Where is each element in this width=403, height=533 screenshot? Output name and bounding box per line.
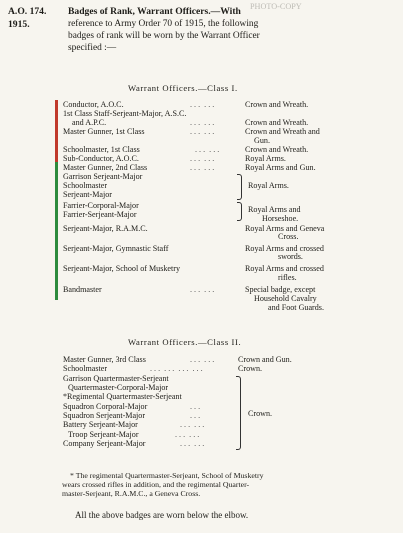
rank-name: 1st Class Staff-Serjeant-Major, A.S.C. (63, 109, 187, 118)
footnote-line: wears crossed rifles in addition, and the regimental Quarter- (62, 480, 250, 489)
badge-desc: rifles. (278, 273, 297, 282)
dot-leader: . . . . . . (195, 145, 220, 154)
dot-leader: . . . . . . (180, 420, 205, 429)
badge-desc: Household Cavalry (254, 294, 317, 303)
dot-leader: . . . . . . (180, 439, 205, 448)
dot-leader: . . . . . . . . . . . . (150, 364, 203, 373)
rank-name: Serjeant-Major, School of Musketry (63, 264, 181, 273)
rank-name: Serjeant-Major, Gymnastic Staff (63, 244, 169, 253)
dot-leader: . . . . . . (190, 285, 215, 294)
badge-desc: Royal Arms and crossed (245, 244, 324, 253)
rank-name: Schoolmaster, 1st Class (63, 145, 140, 154)
brace (237, 202, 242, 221)
badge-desc: Horseshoe. (262, 214, 299, 223)
rank-name: Master Gunner, 3rd Class (63, 355, 146, 364)
dot-leader: . . . . . . (190, 154, 215, 163)
rank-name: *Regimental Quartermaster-Serjeant (63, 392, 182, 401)
closing-statement: All the above badges are worn below the elbow. (75, 510, 249, 520)
green-margin-bar (55, 162, 58, 300)
dot-leader: . . . . . . (190, 163, 215, 172)
dot-leader: . . . (190, 402, 201, 411)
badge-desc: Royal Arms and (248, 205, 301, 214)
rank-name: Master Gunner, 2nd Class (63, 163, 148, 172)
order-text-line: specified :— (68, 43, 117, 53)
footnote-line: master-Serjeant, R.A.M.C., a Geneva Cross. (62, 489, 201, 498)
badge-desc: and Foot Guards. (268, 303, 324, 312)
class1-heading: Warrant Officers.—Class I. (128, 83, 238, 93)
class2-heading: Warrant Officers.—Class II. (128, 337, 242, 347)
badge-desc: Royal Arms and Gun. (245, 163, 316, 172)
rank-name: Sub-Conductor, A.O.C. (63, 154, 139, 163)
rank-name: Serjeant-Major, R.A.M.C. (63, 224, 148, 233)
order-ref: A.O. 174. (8, 6, 47, 17)
rank-name: Garrison Quartermaster-Serjeant (63, 374, 169, 383)
rank-name: Bandmaster (63, 285, 102, 294)
brace (237, 174, 242, 200)
rank-name: Serjeant-Major (63, 190, 112, 199)
order-year: 1915. (8, 19, 30, 30)
badge-desc: Crown. (238, 364, 263, 373)
dot-leader: . . . . . . (190, 355, 215, 364)
rank-name: Battery Serjeant-Major (63, 420, 138, 429)
rank-name: Company Serjeant-Major (63, 439, 146, 448)
dot-leader: . . . . . . (190, 118, 215, 127)
order-text-line: badges of rank will be worn by the Warrant Officer (68, 31, 260, 41)
rank-name: Schoolmaster (63, 181, 108, 190)
badge-desc: Cross. (278, 232, 299, 241)
badge-desc: Royal Arms and crossed (245, 264, 324, 273)
badge-desc: Crown and Gun. (238, 355, 292, 364)
footnote-line: * The regimental Quartermaster-Serjeant, School of Musketry (70, 471, 264, 480)
rank-name: Troop Serjeant-Major (68, 430, 139, 439)
order-title: Badges of Rank, Warrant Officers.—With (68, 6, 241, 17)
rank-name: Squadron Corporal-Major (63, 402, 148, 411)
rank-name: Conductor, A.O.C. (63, 100, 124, 109)
badge-desc: Royal Arms and Geneva (245, 224, 325, 233)
badge-desc: Gun. (254, 136, 270, 145)
badge-desc: Crown and Wreath. (245, 118, 309, 127)
red-margin-bar (55, 100, 58, 162)
dot-leader: . . . . . . (190, 127, 215, 136)
dot-leader: . . . (190, 411, 201, 420)
badge-desc: Crown and Wreath and (245, 127, 320, 136)
badge-desc: Special badge, except (245, 285, 316, 294)
rank-name: Quartermaster-Corporal-Major (68, 383, 169, 392)
show-through-text: PHOTO-COPY (250, 2, 302, 11)
badge-desc: Royal Arms. (248, 181, 289, 190)
badge-desc: swords. (278, 252, 303, 261)
rank-name: Schoolmaster (63, 364, 108, 373)
badge-desc: Crown and Wreath. (245, 100, 309, 109)
dot-leader: . . . . . . (175, 430, 200, 439)
order-text-line: reference to Army Order 70 of 1915, the following (68, 19, 259, 29)
rank-name: Farrier-Corporal-Major (63, 201, 139, 210)
rank-name: Farrier-Serjeant-Major (63, 210, 137, 219)
badge-desc: Royal Arms. (245, 154, 286, 163)
rank-name: Garrison Serjeant-Major (63, 172, 143, 181)
rank-name: Master Gunner, 1st Class (63, 127, 145, 136)
rank-name: and A.P.C. (72, 118, 107, 127)
badge-desc: Crown and Wreath. (245, 145, 309, 154)
rank-name: Squadron Serjeant-Major (63, 411, 146, 420)
brace (236, 376, 241, 450)
dot-leader: . . . . . . (190, 100, 215, 109)
badge-desc: Crown. (248, 409, 273, 418)
